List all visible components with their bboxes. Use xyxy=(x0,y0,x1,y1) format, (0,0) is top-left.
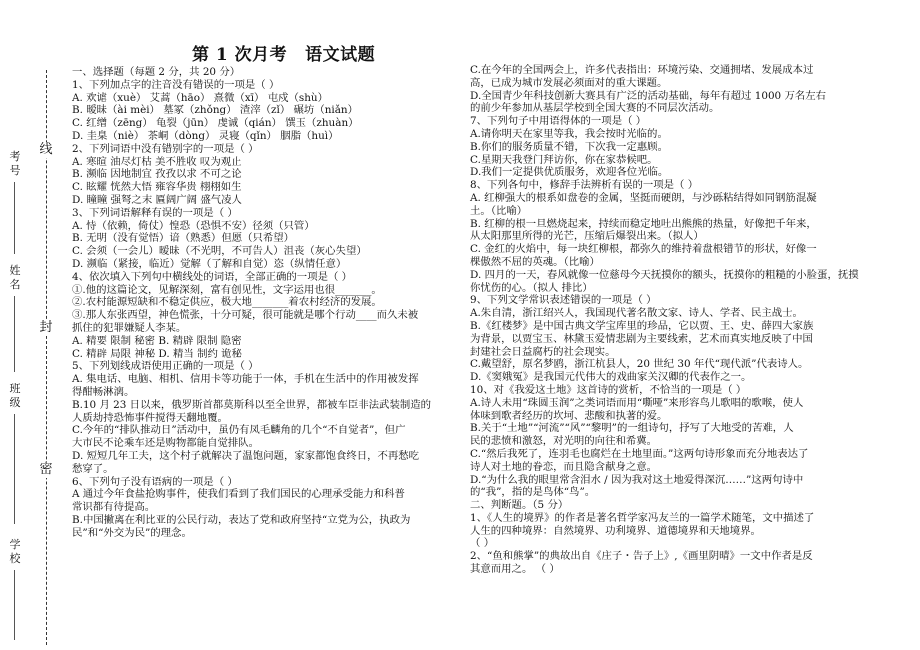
text-line: C. 会须（一会儿）暧昧（不光明，不可告人）沮丧（灰心失望） xyxy=(72,245,367,258)
text-line: 你忧伤的心。（拟人 排比） xyxy=(470,281,593,294)
title-subject: 语文试题 xyxy=(305,45,376,65)
text-line: ①.他的这篇论文，见解深刻，富有创见性，文字运用也很_______。 xyxy=(72,283,382,296)
text-line: B. 濒临 因地制宜 孜孜以求 不可之论 xyxy=(72,168,242,181)
text-line: C. 眩耀 恍然大悟 雍容华贵 栩栩如生 xyxy=(72,181,242,194)
text-line: A. 红柳强大的根系如盘卷的金属，坚挺而硬朗，与沙砾粘结得如同钢筋混凝 xyxy=(470,191,817,204)
seal-char-line: 线 xyxy=(39,142,53,157)
field-label-school: 学校 xyxy=(9,538,21,565)
text-line: 从太阳那里所得的光芒，压缩后爆裂出来。（拟人） xyxy=(470,230,704,243)
text-line: 诗人对土地的眷恋，而且隐含献身之意。 xyxy=(470,460,658,473)
text-line: C.星期天我登门拜访你，你在家恭候吧。 xyxy=(470,153,658,166)
text-line: 4、依次填入下列句中横线处的词语，全部正确的一项是（ ） xyxy=(72,270,353,283)
text-line: D.“为什么我的眼里常含泪水 / 因为我对这土地爱得深沉……”这两句诗中 xyxy=(470,473,804,486)
right-column xyxy=(470,64,859,576)
text-line: A.请你明天在家里等我，我会按时光临的。 xyxy=(470,127,668,140)
text-line: 大市民不论乘车还是购物都能自觉排队。 xyxy=(72,437,260,450)
field-label-exam-number: 考号 xyxy=(9,150,21,177)
text-line: C. 精辟 局限 神秘 D. 精当 制约 诡秘 xyxy=(72,347,242,360)
text-line: D.全国青少年科技创新大赛具有广泛的活动基础，每年有超过 1000 万名左右 xyxy=(470,89,827,102)
text-line: A. 集电话、电脑、相机、信用卡等功能于一体，手机在生活中的作用被发挥 xyxy=(72,373,419,386)
text-line: C. 红缯（zēng） 龟裂（jūn） 虔诚（qián） 馔玉（zhuàn） xyxy=(72,117,359,130)
field-line-class[interactable] xyxy=(14,414,15,524)
text-line: ③.那人东张西望，神色慌张，十分可疑，很可能就是哪个行动____而久未被 xyxy=(72,309,419,322)
text-line: B.你们的服务质量不错，下次我一定惠顾。 xyxy=(470,140,668,153)
text-line: 其意而用之。 （ ） xyxy=(470,563,560,576)
text-line: D. 濒临（紧接，临近）觉解（了解和自觉）恣（纵情任意） xyxy=(72,257,347,270)
text-line: C.在今年的全国两会上，许多代表指出：环境污染、交通拥堵、发展成本过 xyxy=(470,64,814,76)
text-line: 常识都有待提高。 xyxy=(72,501,156,514)
text-line: B.中国撇离在利比亚的公民行动，表达了党和政府坚持“立党为公，执政为 xyxy=(72,513,411,526)
text-line: 体味到歌者经历的坎坷、悲酸和执著的爱。 xyxy=(470,409,668,422)
text-line: A. 寒暄 油尽灯枯 美不胜收 叹为观止 xyxy=(72,155,242,168)
text-line: 人质劫持恐怖事件搅得天翻地覆。 xyxy=(72,411,228,424)
text-line: 为背景，以贾宝玉、林黛玉爱情悲剧为主要线索，艺术而真实地反映了中国 xyxy=(470,332,813,345)
text-line: A. 恃（依赖，倚仗）惶恐（恐惧不安）径须（只管） xyxy=(72,219,315,232)
text-line: 3、下列词语解释有误的一项是（ ） xyxy=(72,206,238,219)
text-line: 愁穿了。 xyxy=(72,462,114,475)
text-line: 封建社会日益腐朽的社会现实。 xyxy=(470,345,616,358)
field-label-class: 班级 xyxy=(9,382,21,409)
text-line: A 通过今年食盐抢购事件，使我们看到了我们国民的心理承受能力和科普 xyxy=(72,488,405,501)
text-line: 二、判断题。（5 分） xyxy=(470,499,569,512)
text-line: B. 无明（没有觉悟）谙（熟悉）但愿（只希望） xyxy=(72,232,295,245)
text-line: D. 圭臬（niè） 茶峒（dòng） 灵寝（qǐn） 胭脂（huì） xyxy=(72,129,339,142)
left-column xyxy=(72,66,444,539)
text-line: 的“我”，指的是鸟体“鸟”。 xyxy=(470,486,596,499)
text-line: 高，已成为城市发展必须面对的重大课题。 xyxy=(470,76,668,89)
text-line: B.关于“土地”“河流”“风”“黎明”的一组诗句，抒写了大地受的苦难，人 xyxy=(470,422,794,435)
text-line: 得酣畅淋漓。 xyxy=(72,385,135,398)
text-line: C.今年的“排队推动日”活动中，虽仍有凤毛麟角的几个“不自觉者”，但广 xyxy=(72,424,406,437)
text-line: D.《窦娥冤》是我国元代伟大的戏曲家关汉卿的代表作之一。 xyxy=(470,371,752,384)
text-line: D. 短短几年工夫，这个村子就解决了温饱问题，家家都饱食终日，不再愁吃 xyxy=(72,449,420,462)
title-main: 第 1 次月考 xyxy=(192,45,288,65)
text-line: D.我们一定提供优质服务，欢迎各位光临。 xyxy=(470,166,669,179)
text-line: 2、“鱼和熊掌”的典故出自《庄子・告子上》,《画里阴晴》一文中作者是反 xyxy=(470,550,813,563)
text-line: C.戴望舒，原名梦鸥，浙江杭县人，20 世纪 30 年代“现代派”代表诗人。 xyxy=(470,358,809,371)
text-line: A. 精要 限制 秘密 B. 精辟 限制 隐密 xyxy=(72,334,242,347)
text-line: A.诗人未用“珠圆玉润”之类词语而用“嘶哑”来形容鸟儿歌唱的歌喉，使人 xyxy=(470,396,804,409)
text-line: B. 暧昧（ài mèi） 墓冢（zhǒng） 渣滓（zǐ） 碾坊（niǎn） xyxy=(72,104,359,117)
field-line-school[interactable] xyxy=(14,570,15,640)
text-line: 土。（比喻） xyxy=(470,204,528,217)
page-title xyxy=(192,40,412,65)
text-line: D. 瞳瞳 强弩之末 匾阔广阔 盛气凌人 xyxy=(72,193,242,206)
text-line: 一、选择题（每题 2 分，共 20 分） xyxy=(72,66,241,78)
text-line: 2、下列词语中没有错别字的一项是（ ） xyxy=(72,142,259,155)
seal-char-secret: 密 xyxy=(39,462,53,477)
text-line: 6、下列句子没有语病的一项是（ ） xyxy=(72,475,238,488)
text-line: A. 欢谑（xuè） 艾蒿（hāo） 熹微（xī） 屯戍（shù） xyxy=(72,91,329,104)
text-line: C. 金红的火焰中，每一块红柳根，都弥久的维持着盘根错节的形状，好像一 xyxy=(470,243,817,256)
text-line: 民的悲愤和激怒，对光明的向往和希冀。 xyxy=(470,435,658,448)
text-line: 7、下列句子中用语得体的一项是（ ） xyxy=(470,115,647,128)
text-line: ②.农村能源短缺和不稳定供应，极大地_______着农村经济的发展。 xyxy=(72,296,382,309)
text-line: 棵傲然不屈的英魂。（比喻） xyxy=(470,255,600,268)
binding-margin xyxy=(0,0,62,650)
text-line: A.朱自清，浙江绍兴人，我国现代著名散文家、诗人、学者、民主战士。 xyxy=(470,307,803,320)
text-line: 9、下列文学常识表述错误的一项是（ ） xyxy=(470,294,657,307)
text-line: 1、《人生的境界》的作者是著名哲学家冯友兰的一篇学术随笔，文中描述了 xyxy=(470,511,815,524)
text-line: B. 红柳的根一旦燃烧起来，持续而稳定地吐出熊熊的热量，好像把千年来， xyxy=(470,217,817,230)
text-line: 抓住的犯罪嫌疑人李某。 xyxy=(72,321,187,334)
text-line: D. 四月的一天，春风就像一位慈母今天抚摸你的额头，抚摸你的粗糙的小脸蛋，抚摸 xyxy=(470,268,859,281)
text-line: B.10 月 23 日以来，俄罗斯首都莫斯科以至全世界，都被车臣非法武装制造的 xyxy=(72,398,432,411)
field-label-name: 姓名 xyxy=(9,264,21,291)
text-line: 10、对《我爱这土地》这首诗的赏析，不恰当的一项是（ ） xyxy=(470,383,747,396)
text-line: 8、下列各句中，修辞手法辨析有误的一项是（ ） xyxy=(470,179,699,192)
seal-char-seal: 封 xyxy=(39,320,53,335)
text-line: 1、下列加点字的注音没有错误的一项是（ ） xyxy=(72,78,280,91)
text-line: 5、下列划线成语使用正确的一项是（ ） xyxy=(72,360,259,373)
field-line-name[interactable] xyxy=(14,296,15,372)
text-line: （ ） xyxy=(470,537,495,550)
text-line: C.“然后我死了，连羽毛也腐烂在土地里面。”这两句诗形象而充分地表达了 xyxy=(470,447,809,460)
field-line-exam-number[interactable] xyxy=(14,182,15,254)
text-line: 人生的四种境界：自然境界、功利境界、道德境界和天地境界。 xyxy=(470,524,761,537)
text-line: 的前少年参加从基层学校到全国大赛的不同层次活动。 xyxy=(470,102,720,115)
text-line: B.《红楼梦》是中国古典文学宝库里的珍品，它以贾、王、史、薛四大家族 xyxy=(470,319,814,332)
text-line: 民”和“外交为民”的理念。 xyxy=(72,526,192,539)
